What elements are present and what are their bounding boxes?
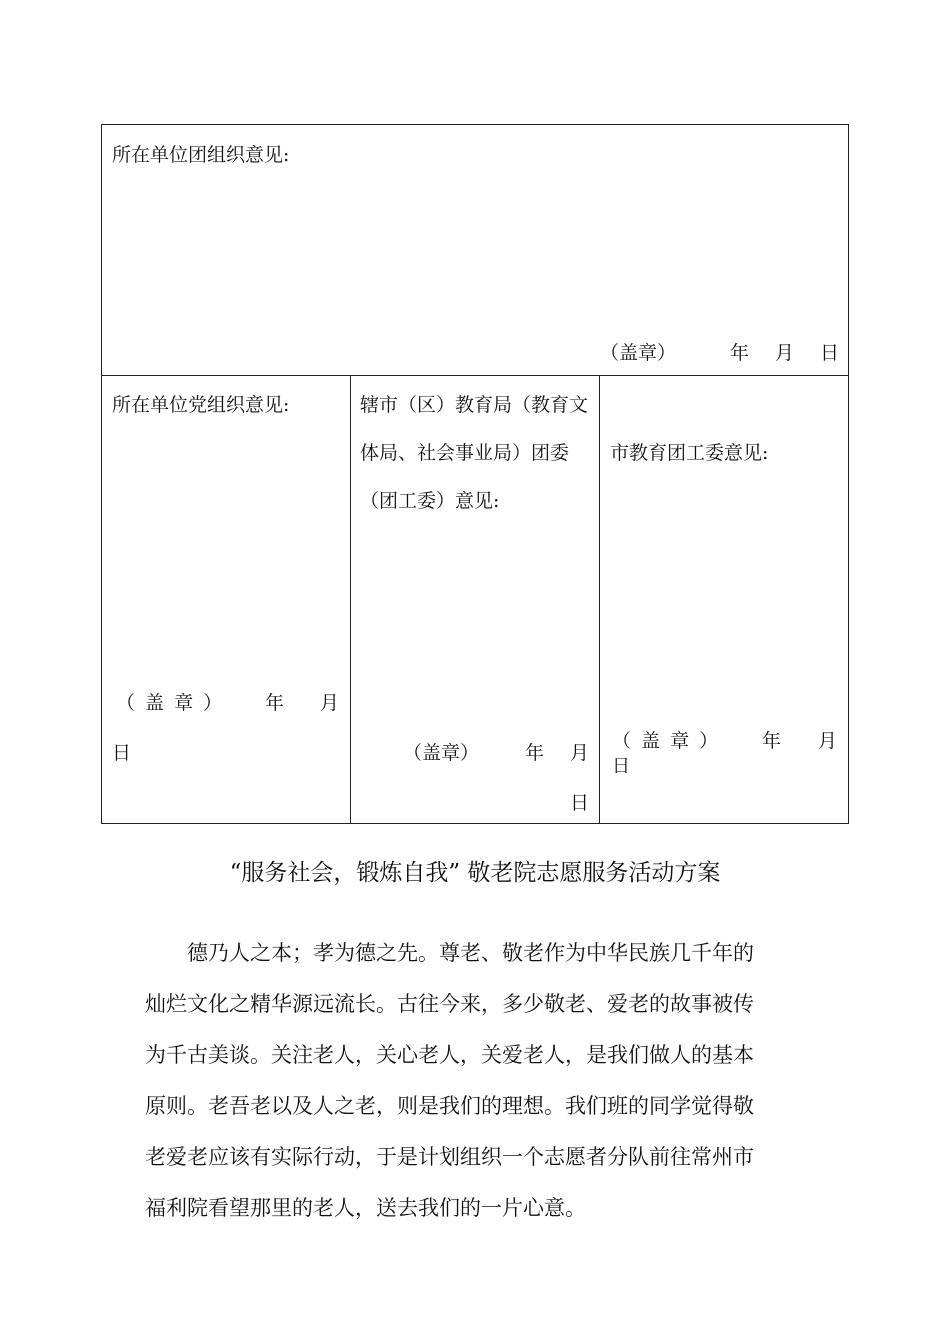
column-divider (599, 375, 600, 823)
paragraph-line: 福利院看望那里的老人，送去我们的一片心意。 (145, 1196, 586, 1220)
youth-league-day: 日 (820, 342, 840, 364)
column-divider (350, 375, 351, 823)
party-month: 月 (320, 692, 340, 714)
paragraph-line: 灿烂文化之精华源远流长。古往今来，多少敬老、爱老的故事被传 (145, 992, 754, 1016)
city-month: 月 (818, 730, 838, 752)
city-opinion-label: 市教育团工委意见: (610, 442, 769, 464)
opinion-form-table (101, 124, 849, 824)
youth-league-year: 年 (730, 342, 750, 364)
district-seal: （盖章） (403, 742, 480, 764)
district-opinion-label-line2: 体局、社会事业局）团委 (360, 442, 570, 464)
city-seal: （ 盖 章 ） (612, 730, 721, 752)
document-paragraph (145, 928, 815, 1234)
district-day: 日 (570, 792, 590, 814)
party-year: 年 (265, 692, 285, 714)
youth-league-opinion-label: 所在单位团组织意见: (112, 144, 290, 166)
youth-league-month: 月 (775, 342, 795, 364)
row-divider (102, 375, 848, 376)
district-year: 年 (525, 742, 545, 764)
document-title: “服务社会，锻炼自我” 敬老院志愿服务活动方案 (229, 860, 721, 886)
paragraph-line: 原则。老吾老以及人之老，则是我们的理想。我们班的同学觉得敬 (145, 1094, 754, 1118)
city-year: 年 (762, 730, 782, 752)
district-month: 月 (570, 742, 590, 764)
party-seal: （ 盖 章 ） (116, 692, 225, 714)
paragraph-line: 老爱老应该有实际行动，于是计划组织一个志愿者分队前往常州市 (145, 1145, 754, 1169)
district-opinion-label-line3: （团工委）意见: (360, 490, 500, 512)
city-day: 日 (612, 756, 630, 777)
party-day: 日 (112, 742, 132, 764)
paragraph-line: 为千古美谈。关注老人，关心老人，关爱老人，是我们做人的基本 (145, 1043, 754, 1067)
party-opinion-label: 所在单位党组织意见: (112, 394, 290, 416)
paragraph-line: 德乃人之本；孝为德之先。尊老、敬老作为中华民族几千年的 (187, 941, 754, 965)
district-opinion-label-line1: 辖市（区）教育局（教育文 (360, 394, 589, 416)
youth-league-seal: （盖章） (600, 342, 677, 364)
